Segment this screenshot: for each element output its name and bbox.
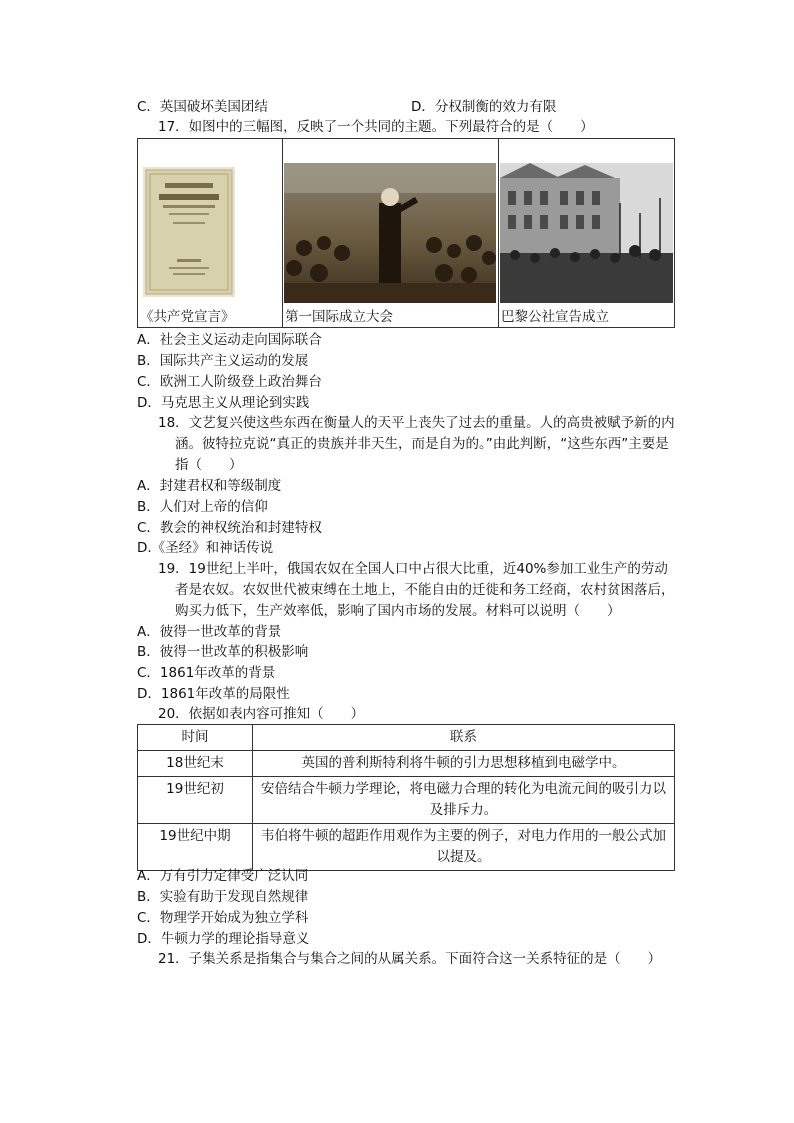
- q20-option-a: A．万有引力定律受广泛认同: [137, 868, 309, 884]
- row-relation: 英国的普利斯特利将牛顿的引力思想移植到电磁学中。: [253, 751, 675, 777]
- q20-option-c: C．物理学开始成为独立学科: [137, 910, 309, 926]
- q19-stem-text: 19．19世纪上半叶，俄国农奴在全国人口中占很大比重，近40%参加工业生产的劳动者是农奴。农奴世代被束缚在土地上，不能自由的迁徙和务工经商，农村贫困落后，购买力低下，生产效率低，影响了国内市场的发展。材料可以说明（ ）: [158, 561, 675, 619]
- q20-option-b: B．实验有助于发现自然规律: [137, 889, 309, 905]
- table-row: [138, 751, 675, 777]
- q17-option-d: D．马克思主义从理论到实践: [137, 395, 310, 411]
- q16-option-d: D．分权制衡的效力有限: [411, 99, 557, 115]
- q20-option-d: D．牛顿力学的理论指导意义: [137, 931, 310, 947]
- row-relation: 韦伯将牛顿的超距作用观作为主要的例子，对电力作用的一般公式加以提及。: [253, 824, 675, 871]
- q18-option-d: D.《圣经》和神话传说: [137, 540, 274, 556]
- figure-cell-first-international: [283, 139, 499, 327]
- q17-figure-table: [137, 138, 675, 328]
- q19-stem: [158, 559, 678, 622]
- q18-option-a: A．封建君权和等级制度: [137, 478, 282, 494]
- first-international-image: [284, 163, 496, 303]
- q19-option-b: B．彼得一世改革的积极影响: [137, 644, 309, 660]
- header-time: 时间: [138, 725, 253, 751]
- table-header-row: [138, 725, 675, 751]
- figure-cell-paris-commune: [499, 139, 676, 327]
- row-time: 19世纪初: [138, 777, 253, 824]
- row-time: 19世纪中期: [138, 824, 253, 871]
- q21-stem: 21．子集关系是指集合与集合之间的从属关系。下面符合这一关系特征的是（ ）: [158, 951, 662, 967]
- q18-stem-text: 18．文艺复兴使这些东西在衡量人的天平上丧失了过去的重量。人的高贵被赋予新的内涵。彼特拉克说“真正的贵族并非天生，而是自为的。”由此判断，“这些东西”主要是指（ ）: [158, 415, 675, 473]
- q20-stem: 20．依据如表内容可推知（ ）: [158, 706, 365, 722]
- table-row: [138, 824, 675, 871]
- q19-option-c: C．1861年改革的背景: [137, 665, 276, 681]
- q18-option-b: B．人们对上帝的信仰: [137, 499, 268, 515]
- table-row: [138, 777, 675, 824]
- manifesto-book-image: [143, 167, 235, 297]
- q17-option-b: B．国际共产主义运动的发展: [137, 353, 309, 369]
- caption-paris-commune: 巴黎公社宣告成立: [501, 309, 609, 325]
- q19-option-a: A．彼得一世改革的背景: [137, 624, 282, 640]
- figure-cell-manifesto: [138, 139, 283, 327]
- header-relation: 联系: [253, 725, 675, 751]
- caption-manifesto: 《共产党宣言》: [140, 309, 235, 325]
- paris-commune-image: [500, 163, 673, 303]
- q18-option-c: C．教会的神权统治和封建特权: [137, 520, 322, 536]
- q18-stem: [158, 413, 678, 476]
- q17-stem: 17．如图中的三幅图，反映了一个共同的主题。下列最符合的是（ ）: [158, 119, 594, 135]
- q19-option-d: D．1861年改革的局限性: [137, 686, 290, 702]
- row-relation: 安倍结合牛顿力学理论，将电磁力合理的转化为电流元间的吸引力以及排斥力。: [253, 777, 675, 824]
- q20-table: [137, 724, 675, 871]
- row-time: 18世纪末: [138, 751, 253, 777]
- q17-option-c: C．欧洲工人阶级登上政治舞台: [137, 374, 322, 390]
- q16-option-c: C．英国破坏美国团结: [137, 99, 268, 115]
- q17-option-a: A．社会主义运动走向国际联合: [137, 332, 322, 348]
- caption-first-international: 第一国际成立大会: [285, 309, 393, 325]
